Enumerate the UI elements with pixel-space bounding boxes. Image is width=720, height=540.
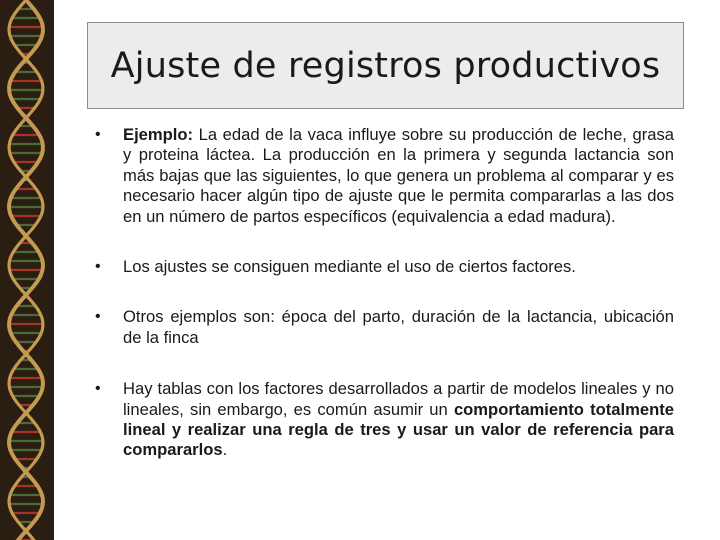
bullet-marker: •	[95, 308, 101, 326]
bullet-text: La edad de la vaca influye sobre su producción de leche, grasa y proteina láctea. La producción en la primera y segunda lactancia son más bajas que las siguientes, lo que genera un problema al comparar y es necesario hacer algún tipo de ajuste que le permita compararlas a las dos en un número de partos específicos (equivalencia a edad madura).	[123, 125, 674, 226]
bullet-text-end: .	[222, 440, 228, 460]
bullet-label: Ejemplo:	[123, 125, 194, 144]
bullet-item	[88, 307, 674, 348]
bullet-item	[88, 257, 674, 277]
title-box	[87, 22, 684, 109]
bullet-item	[88, 125, 674, 227]
bullet-text: Los ajustes se consiguen mediante el uso de ciertos factores.	[123, 257, 576, 277]
bullet-marker: •	[95, 380, 101, 398]
bullet-emphasis: comportamiento totalmente lineal y realizar una regla de tres y usar un valor de referencia para compararlos	[123, 399, 674, 460]
bullet-text: Hay tablas con los factores desarrollados a partir de modelos lineales y no lineales, sin embargo, es común asumir un	[123, 379, 674, 419]
bullet-marker: •	[95, 126, 101, 143]
dna-helix-decoration	[0, 0, 54, 540]
bullet-list	[88, 125, 674, 461]
slide-title: Ajuste de registros productivos	[110, 45, 661, 86]
bullet-marker: •	[95, 258, 101, 276]
dna-helix-icon	[0, 0, 54, 540]
bullet-text: Otros ejemplos son: época del parto, duración de la lactancia, ubicación de la finca	[123, 307, 674, 347]
bullet-item	[88, 379, 674, 461]
